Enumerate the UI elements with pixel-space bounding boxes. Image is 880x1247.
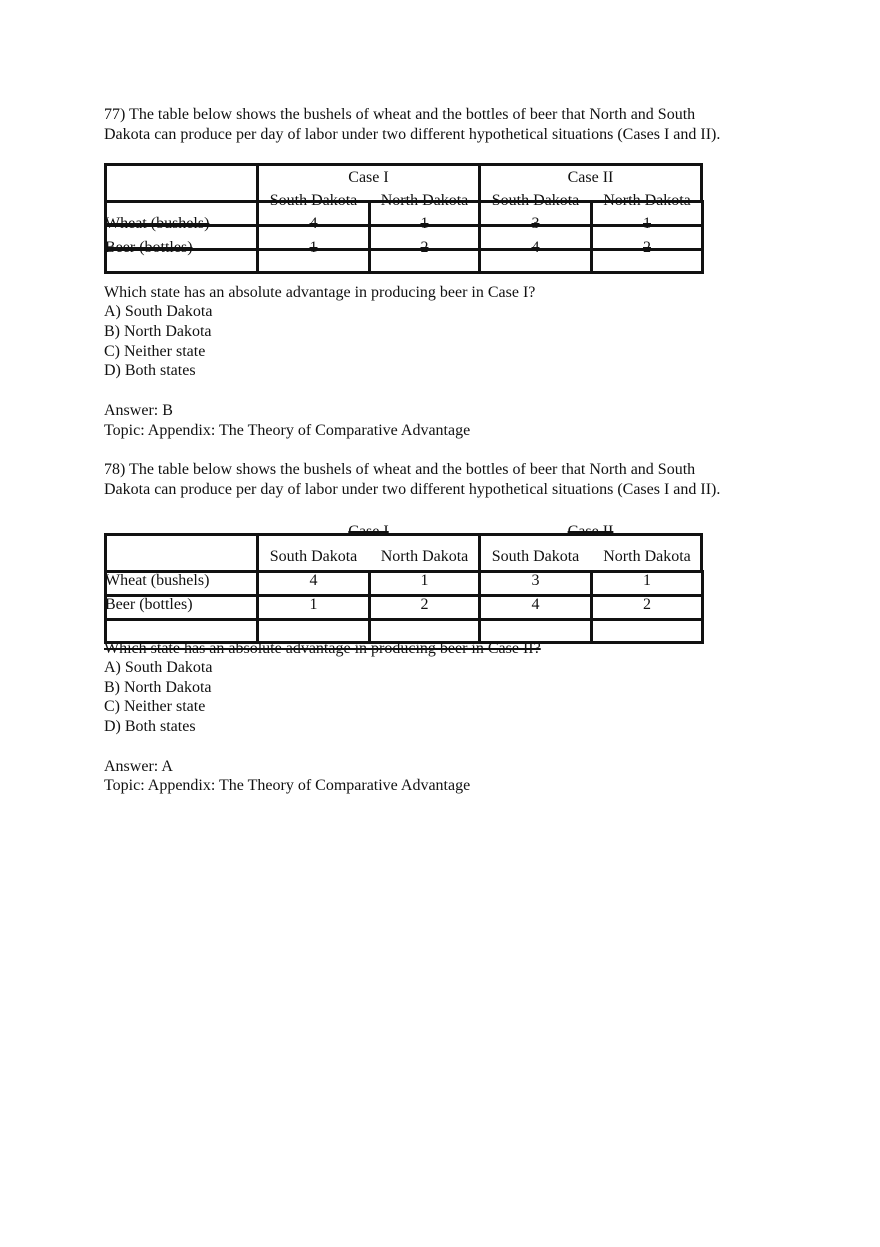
- table-value: 1: [309, 596, 318, 613]
- table-corner-cell: [104, 533, 259, 573]
- state-header: North Dakota: [380, 192, 469, 209]
- table-value: 2: [643, 239, 651, 256]
- table-value: 4: [309, 572, 318, 589]
- table-value: 4: [531, 596, 540, 613]
- answer-option: C) Neither state: [104, 698, 206, 715]
- table-corner-cell: [104, 163, 259, 203]
- row-label-wheat: Wheat (bushels): [105, 215, 210, 232]
- answer-option: A) South Dakota: [104, 303, 213, 320]
- table-value: 2: [420, 596, 429, 613]
- answer-key: Answer: A: [104, 758, 173, 775]
- table-value: 3: [531, 215, 540, 232]
- table-value: 4: [531, 239, 540, 256]
- case-1-label: Case I: [348, 523, 389, 540]
- answer-option: B) North Dakota: [104, 679, 212, 696]
- row-label-wheat: Wheat (bushels): [105, 572, 210, 589]
- table-value: 1: [643, 572, 651, 589]
- answer-option: B) North Dakota: [104, 323, 212, 340]
- state-header: North Dakota: [380, 548, 469, 565]
- state-header: South Dakota: [491, 192, 580, 209]
- grid-cell: [590, 618, 704, 644]
- topic-label: Topic: Appendix: The Theory of Comparative Advantage: [104, 777, 471, 794]
- state-header: South Dakota: [269, 548, 358, 565]
- table-value: 1: [309, 239, 318, 256]
- question-stem-line-2: Dakota can produce per day of labor under two different hypothetical situations (Cases I and II).: [104, 126, 721, 143]
- topic-label: Topic: Appendix: The Theory of Comparative Advantage: [104, 422, 471, 439]
- table-value: 1: [420, 215, 429, 232]
- table-value: 2: [643, 596, 651, 613]
- answer-option: D) Both states: [104, 718, 196, 735]
- production-table: [104, 523, 704, 645]
- question-prompt: Which state has an absolute advantage in producing beer in Case I?: [104, 284, 536, 301]
- case-2-label: Case II: [567, 523, 614, 540]
- question-stem-line-2: Dakota can produce per day of labor under two different hypothetical situations (Cases I and II).: [104, 481, 721, 498]
- state-header: North Dakota: [603, 548, 691, 565]
- answer-option: A) South Dakota: [104, 659, 213, 676]
- table-value: 2: [420, 239, 429, 256]
- state-header: North Dakota: [603, 192, 691, 209]
- state-header: South Dakota: [491, 548, 580, 565]
- answer-key: Answer: B: [104, 402, 173, 419]
- answer-option: C) Neither state: [104, 343, 206, 360]
- question-stem-line-1: 77) The table below shows the bushels of wheat and the bottles of beer that North and South: [104, 106, 696, 123]
- answer-option: D) Both states: [104, 362, 196, 379]
- table-value: 3: [531, 572, 540, 589]
- table-value: 4: [309, 215, 318, 232]
- production-table: [104, 163, 704, 275]
- state-header: South Dakota: [269, 192, 358, 209]
- case-1-label: Case I: [348, 169, 389, 186]
- row-label-beer: Beer (bottles): [105, 596, 193, 613]
- question-stem-line-1: 78) The table below shows the bushels of wheat and the bottles of beer that North and South: [104, 461, 696, 478]
- table-value: 1: [420, 572, 429, 589]
- question-prompt: Which state has an absolute advantage in producing beer in Case II?: [104, 640, 541, 657]
- table-value: 1: [643, 215, 651, 232]
- case-2-label: Case II: [567, 169, 614, 186]
- row-label-beer: Beer (bottles): [105, 239, 193, 256]
